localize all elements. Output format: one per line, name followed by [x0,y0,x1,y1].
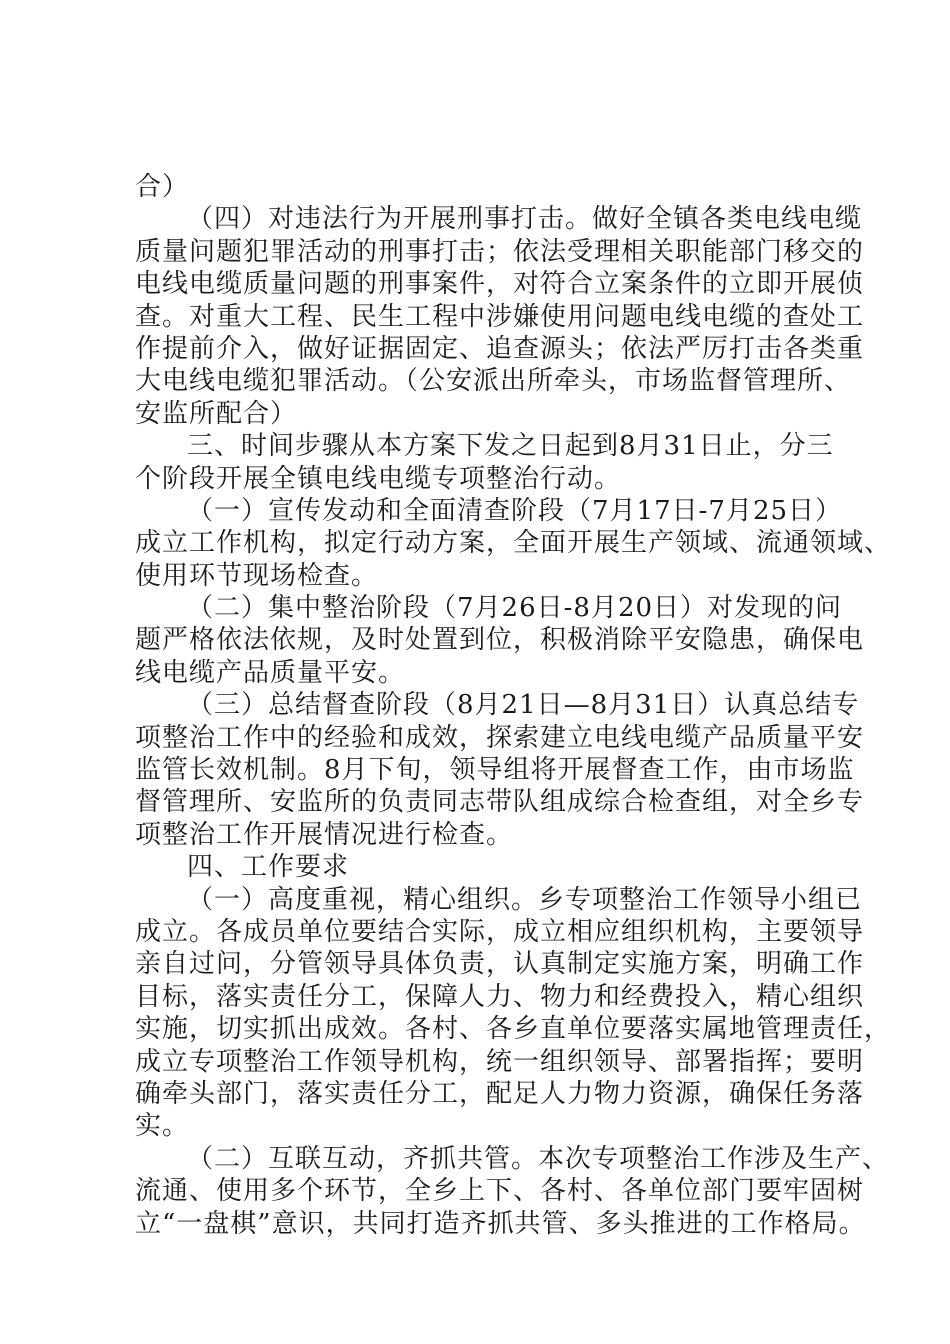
text-line: 安监所配合） [135,398,298,429]
text-line: （一）高度重视，精心组织。乡专项整治工作领导小组已 [187,884,863,915]
text-line: 项整治工作中的经验和成效，探索建立电线电缆产品质量平安 [135,722,865,753]
text-line: 监管长效机制。8月下旬，领导组将开展督查工作，由市场监 [135,755,855,786]
text-line: 目标，落实责任分工，保障人力、物力和经费投入，精心组织 [135,981,865,1012]
text-line: 成立专项整治工作领导机构，统一组织领导、部署指挥；要明 [135,1046,865,1077]
text-line: 项整治工作开展情况进行检查。 [135,819,514,850]
text-line: 查。对重大工程、民生工程中涉嫌使用问题电线电缆的查处工 [135,301,865,332]
text-line: 个阶段开展全镇电线电缆专项整治行动。 [135,463,622,494]
text-line: 大电线电缆犯罪活动。（公安派出所牵头，市场监督管理所、 [135,366,852,397]
text-line: 四、工作要求 [187,852,350,883]
text-line: 成立工作机构，拟定行动方案，全面开展生产领域、流通领域、 [135,528,892,559]
text-line: 作提前介入，做好证据固定、追查源头；依法严厉打击各类重 [135,333,865,364]
text-line: 督管理所、安监所的负责同志带队组成综合检查组，对全乡专 [135,787,865,818]
text-line: 质量问题犯罪活动的刑事打击；依法受理相关职能部门移交的 [135,236,865,267]
text-line: 题严格依法依规，及时处置到位，积极消除平安隐患，确保电 [135,625,865,656]
text-line: 确牵头部门，落实责任分工，配足人力物力资源，确保任务落 [135,1078,865,1109]
text-line: （三）总结督查阶段（8月21日—8月31日）认真总结专 [187,690,860,721]
text-line: 流通、使用多个环节，全乡上下、各村、各单位部门要牢固树 [135,1176,865,1207]
text-line: （四）对违法行为开展刑事打击。做好全镇各类电线电缆 [187,204,863,235]
text-line: 亲自过问，分管领导具体负责，认真制定实施方案，明确工作 [135,949,865,980]
text-line: 电线电缆质量问题的刑事案件，对符合立案条件的立即开展侦 [135,269,865,300]
text-line: （一）宣传发动和全面清查阶段（7月17日-7月25日） [187,495,843,526]
text-line: 成立。各成员单位要结合实际，成立相应组织机构，主要领导 [135,916,865,947]
text-line: 立“一盘棋”意识，共同打造齐抓共管、多头推进的工作格局。 [135,1208,866,1239]
document-body [135,171,892,1240]
text-line: 合） [135,172,190,202]
text-line: 实施，切实抓出成效。各村、各乡直单位要落实属地管理责任， [135,1014,892,1045]
text-line: 使用环节现场检查。 [135,560,379,591]
text-line: 实。 [135,1111,190,1142]
text-line: 三、时间步骤从本方案下发之日起到8月31日止，分三 [187,431,834,462]
text-line: 线电缆产品质量平安。 [135,657,406,688]
text-line: （二）集中整治阶段（7月26日-8月20日）对发现的问 [187,593,843,624]
text-line: （二）互联互动，齐抓共管。本次专项整治工作涉及生产、 [187,1143,890,1174]
